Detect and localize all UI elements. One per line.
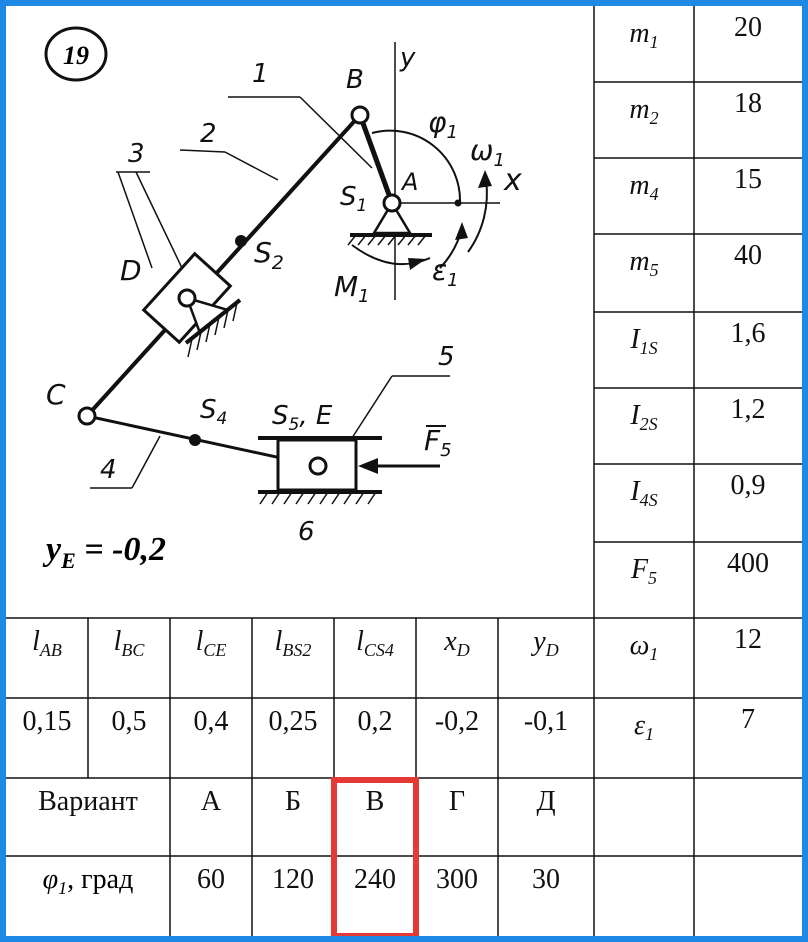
variant-number: 19 [63, 41, 89, 70]
length-header-0: lAB [32, 626, 62, 660]
length-value-4: 0,2 [357, 706, 393, 737]
point-s4 [189, 434, 201, 446]
param-name-8: ω1 [629, 630, 659, 664]
angle-label: $\varphi_1$, град [42, 864, 134, 898]
label-s5e: $S_5$, E [272, 401, 333, 435]
length-value-3: 0,25 [268, 706, 318, 737]
param-value-9: 7 [741, 704, 755, 735]
label-link-3: 3 [128, 139, 145, 169]
param-value-4: 1,6 [730, 318, 766, 349]
label-s1: $S_1$ [340, 182, 368, 216]
length-value-6: -0,1 [523, 706, 569, 737]
joint-d [179, 290, 195, 306]
label-f5: $F_5$ [424, 424, 452, 461]
length-value-1: 0,5 [111, 706, 147, 737]
label-link-6: 6 [298, 517, 315, 547]
omega1-arrowhead [478, 170, 492, 188]
right-params-table [629, 12, 769, 744]
force-f5-arrowhead [358, 458, 378, 474]
label-b: B [346, 65, 364, 95]
variant-angle-2: 240 [354, 864, 396, 895]
param-name-3: m5 [629, 246, 659, 280]
label-eps1: $\varepsilon_1$ [432, 254, 459, 291]
label-link-5: 5 [438, 342, 455, 372]
param-value-3: 40 [734, 240, 762, 271]
link-ab [360, 115, 392, 203]
label-m1: $M_1$ [334, 270, 370, 307]
length-value-5: -0,2 [434, 706, 480, 737]
length-value-0: 0,15 [22, 706, 72, 737]
param-value-6: 0,9 [730, 470, 766, 501]
y-axis-label: y [400, 43, 416, 73]
label-omega1: $\omega_1$ [470, 134, 505, 171]
length-header-1: lBC [113, 626, 145, 660]
param-value-0: 20 [734, 12, 762, 43]
label-phi1: $\varphi_1$ [428, 106, 458, 143]
variant-angle-1: 120 [272, 864, 314, 895]
m1-arrowhead [408, 258, 426, 270]
length-header-5: xD [444, 626, 470, 660]
eps1-arrowhead [455, 222, 468, 240]
joint-a [384, 195, 400, 211]
label-link-2: 2 [200, 119, 217, 149]
lengths-value-row [23, 706, 569, 737]
length-header-6: yD [533, 626, 559, 660]
length-header-4: lCS4 [356, 626, 394, 660]
label-c: C [46, 378, 66, 411]
label-link-1: 1 [252, 59, 269, 89]
param-name-2: m4 [629, 170, 659, 204]
param-name-7: F5 [630, 554, 658, 588]
mechanism-diagram [42, 28, 522, 573]
length-value-2: 0,4 [193, 706, 229, 737]
param-value-1: 18 [734, 88, 762, 119]
variant-angle-3: 300 [436, 864, 478, 895]
param-value-8: 12 [734, 624, 762, 655]
joint-b [352, 107, 368, 123]
length-header-3: lBS2 [274, 626, 312, 660]
label-link-4: 4 [100, 455, 117, 485]
joint-c [79, 408, 95, 424]
omega1-arc [468, 180, 487, 252]
variant-name-3: Г [448, 786, 466, 817]
variant-name-0: А [200, 786, 222, 817]
param-name-4: I1S [630, 324, 658, 358]
param-value-7: 400 [727, 548, 769, 579]
variant-name-1: Б [284, 786, 302, 817]
label-a: A [402, 168, 419, 196]
param-value-2: 15 [734, 164, 762, 195]
param-value-5: 1,2 [730, 394, 766, 425]
variant-label: Вариант [38, 786, 138, 817]
variant-name-4: Д [536, 786, 556, 817]
joint-e [310, 458, 326, 474]
variant-name-2: В [365, 786, 385, 817]
length-header-2: lCE [195, 626, 227, 660]
param-name-6: I4S [630, 476, 658, 510]
param-name-1: m2 [629, 94, 659, 128]
param-name-9: ε1 [633, 710, 655, 744]
param-name-5: I2S [630, 400, 658, 434]
param-name-0: m1 [629, 18, 659, 52]
variant-table [38, 786, 560, 898]
variant-angle-4: 30 [532, 864, 560, 895]
variant-angle-0: 60 [197, 864, 225, 895]
label-s4: $S_4$ [200, 395, 228, 429]
x-axis-label: x [504, 163, 522, 198]
lengths-header-row [32, 626, 559, 660]
point-s2 [235, 235, 247, 247]
label-s2: $S_2$ [254, 236, 284, 274]
result-ye: $y_E = -0,2$ [46, 531, 166, 573]
label-d: D [120, 254, 142, 287]
phi1-arc-dot [455, 200, 462, 207]
